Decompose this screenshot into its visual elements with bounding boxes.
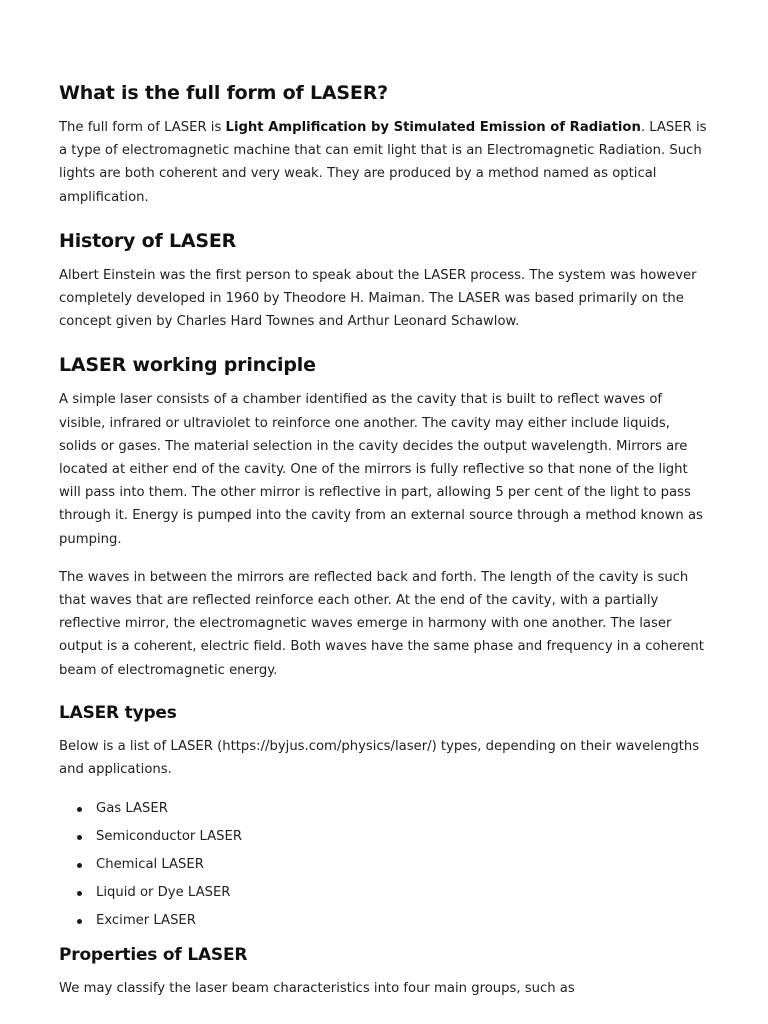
full-form-text-suffix: . LASER is a type of electromagnetic machine that can emit light that is an Electromagnetic Radiation. Such lights are both coherent and very weak. They are produced by a method named as optical amplification. [59, 120, 707, 205]
list-item-label: Chemical LASER [96, 857, 204, 873]
list-item [96, 855, 710, 883]
bullet-icon [77, 835, 82, 840]
paragraph-laser-types: Below is a list of LASER (https://byjus.com/physics/laser/) types, depending on their wavelengths and applications. [59, 738, 700, 778]
list-item-label: Excimer LASER [96, 913, 196, 929]
heading-working-principle: LASER working principle [59, 354, 316, 377]
bullet-icon [77, 891, 82, 896]
paragraph-history: Albert Einstein was the first person to speak about the LASER process. The system was however completely developed in 1960 by Theodore H. Maiman. The LASER was based primarily on the concept given by Charles Hard Townes and Arthur Leonard Schawlow. [59, 267, 697, 330]
list-item-label: Semiconductor LASER [96, 829, 243, 845]
full-form-expansion: Light Amplification by Stimulated Emission of Radiation [225, 120, 641, 135]
list-item-label: Gas LASER [96, 801, 168, 817]
laser-types-list [59, 799, 710, 939]
heading-full-form: What is the full form of LASER? [59, 82, 388, 104]
list-item [96, 883, 710, 911]
list-item [96, 799, 710, 827]
paragraph-full-form [59, 116, 710, 209]
heading-properties: Properties of LASER [59, 945, 248, 966]
paragraph-working-principle-1: A simple laser consists of a chamber identified as the cavity that is built to reflect waves of visible, infrared or ultraviolet to reinforce one another. The cavity may either include liquids, solids or gases. The material selection in the cavity decides the output wavelength. Mirrors are located at either end of the cavity. One of the mirrors is fully reflective so that none of the light will pass into them. The other mirror is reflective in part, allowing 5 per cent of the light to pass through it. Energy is pumped into the cavity from an external source through a method known as pumping. [59, 392, 703, 547]
full-form-text-prefix: The full form of LASER is [59, 120, 226, 135]
bullet-icon [77, 863, 82, 868]
list-item [96, 911, 710, 939]
heading-history: History of LASER [59, 229, 237, 252]
list-item [96, 827, 710, 855]
list-item-label: Liquid or Dye LASER [96, 885, 231, 901]
paragraph-properties: We may classify the laser beam characteristics into four main groups, such as [59, 981, 575, 997]
bullet-icon [77, 807, 82, 812]
bullet-icon [77, 919, 82, 924]
heading-laser-types: LASER types [59, 702, 177, 723]
paragraph-working-principle-2: The waves in between the mirrors are reflected back and forth. The length of the cavity is such that waves that are reflected reinforce each other. At the end of the cavity, with a partially reflective mirror, the electromagnetic waves emerge in harmony with one another. The laser output is a coherent, electric field. Both waves have the same phase and frequency in a coherent beam of electromagnetic energy. [59, 569, 704, 678]
